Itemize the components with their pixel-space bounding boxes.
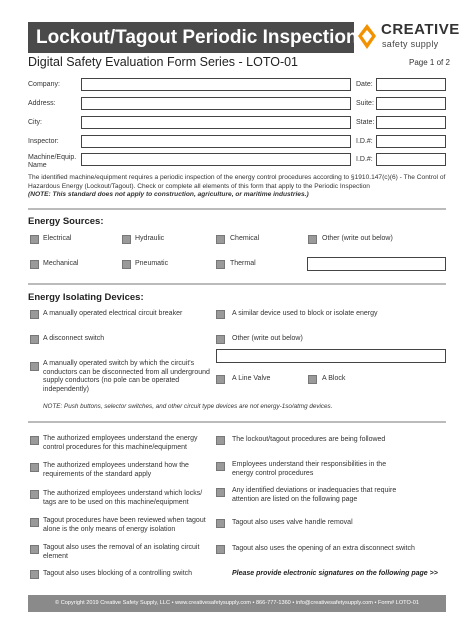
- checkbox-chemical[interactable]: [216, 235, 225, 244]
- address-label: Address:: [28, 100, 56, 107]
- checkbox-mechanical[interactable]: [30, 260, 39, 269]
- checklist-item: Tagout also uses the opening of an extra disconnect switch: [232, 545, 415, 552]
- address-field[interactable]: [81, 97, 351, 110]
- id-field[interactable]: [376, 135, 446, 148]
- checklist-item: Tagout also uses the removal of an isolating circuit element: [43, 544, 200, 560]
- option-label: Electrical: [43, 235, 72, 242]
- checkbox-similar-device[interactable]: [216, 310, 225, 319]
- checkbox-understand-requirements[interactable]: [30, 463, 39, 472]
- intro-body: The identified machine/equipment requires a periodic inspection of the energy control procedures according to §1910.147(c)(6) - The Control of Hazardous Energy (Lockout/Tagout). Check or complete all elements of this form that apply to the Periodic Inspection: [28, 174, 446, 190]
- suite-field[interactable]: [376, 97, 446, 110]
- option-label: Mechanical: [43, 260, 79, 267]
- intro-note: (NOTE: This standard does not apply to construction, agriculture, or maritime industries.): [28, 191, 309, 199]
- option-label: Other (write out below): [232, 335, 303, 342]
- checkbox-tagout-reviewed[interactable]: [30, 518, 39, 527]
- checklist-item: Tagout also uses blocking of a controlling switch: [43, 570, 193, 577]
- machine-id-field[interactable]: [376, 153, 446, 166]
- checkbox-line-valve[interactable]: [216, 375, 225, 384]
- checklist-item: The authorized employees understand the energy control procedures for this machine/equipment: [43, 435, 198, 451]
- option-label: A Line Valve: [232, 375, 271, 382]
- option-label: Other (write out below): [322, 235, 393, 242]
- checklist-item: Tagout procedures have been reviewed when tagout alone is the only means of energy isolation: [43, 517, 206, 533]
- city-field[interactable]: [81, 116, 351, 129]
- checkbox-manual-switch[interactable]: [30, 362, 39, 371]
- signature-note: Please provide electronic signatures on the following page >>: [232, 570, 438, 577]
- page-number: Page 1 of 2: [409, 58, 450, 67]
- other-source-field[interactable]: [307, 257, 446, 271]
- state-field[interactable]: [376, 116, 446, 129]
- machine-label: Machine/Equip. Name: [28, 154, 77, 169]
- state-label: State:: [356, 119, 375, 126]
- machine-name-field[interactable]: [81, 153, 351, 166]
- checkbox-thermal[interactable]: [216, 260, 225, 269]
- energy-sources-heading: Energy Sources:: [28, 216, 104, 227]
- other-device-field[interactable]: [216, 349, 446, 363]
- isolating-devices-heading: Energy Isolating Devices:: [28, 292, 144, 303]
- option-label: A disconnect switch: [43, 335, 105, 342]
- option-label: A manually operated electrical circuit breaker: [43, 310, 183, 317]
- id-label: I.D.#:: [356, 138, 373, 145]
- logo-icon: [357, 22, 377, 51]
- checkbox-pneumatic[interactable]: [122, 260, 131, 269]
- checkbox-procedures-followed[interactable]: [216, 436, 225, 445]
- intro-text: [28, 174, 446, 200]
- checkbox-other-source[interactable]: [308, 235, 317, 244]
- inspector-label: Inspector:: [28, 138, 59, 145]
- checkbox-tagout-blocking[interactable]: [30, 570, 39, 579]
- form-subtitle: Digital Safety Evaluation Form Series - LOTO-01: [28, 55, 299, 69]
- machine-id-label: I.D.#:: [356, 156, 373, 163]
- checklist-item: The authorized employees understand how the requirements of the standard apply: [43, 462, 189, 478]
- checkbox-disconnect-switch[interactable]: [30, 335, 39, 344]
- option-label: Hydraulic: [135, 235, 165, 242]
- checkbox-tagout-removal[interactable]: [30, 545, 39, 554]
- checkbox-circuit-breaker[interactable]: [30, 310, 39, 319]
- checkbox-responsibilities[interactable]: [216, 462, 225, 471]
- checkbox-electrical[interactable]: [30, 235, 39, 244]
- divider: [28, 421, 446, 423]
- checkbox-valve-handle[interactable]: [216, 519, 225, 528]
- checkbox-extra-disconnect[interactable]: [216, 545, 225, 554]
- option-label: Thermal: [230, 260, 256, 267]
- logo-wordmark: CREATIVE: [381, 21, 460, 38]
- checklist-item: The authorized employees understand which locks/ tags are to be used on this machine/equipment: [43, 490, 203, 506]
- checklist-item: Tagout also uses valve handle removal: [232, 519, 353, 526]
- option-label: A manually operated switch by which the circuit's conductors can be disconnected from all underground supply conductors (no pole can be operated independently): [43, 360, 210, 393]
- inspector-field[interactable]: [81, 135, 351, 148]
- logo-tagline: safety supply: [382, 39, 439, 49]
- checkbox-deviations[interactable]: [216, 488, 225, 497]
- footer-text: © Copyright 2019 Creative Safety Supply, LLC • www.creativesafetysupply.com • 866-777-1360 • info@creativesafetysupply.com • Form# LOTO-01: [55, 600, 419, 606]
- option-label: Pneumatic: [135, 260, 169, 267]
- divider: [28, 283, 446, 285]
- checkbox-hydraulic[interactable]: [122, 235, 131, 244]
- date-label: Date:: [356, 81, 373, 88]
- isolating-note: NOTE: Push buttons, selector switches, and other circuit type devices are not energy-1so/atmg devices.: [43, 403, 333, 410]
- date-field[interactable]: [376, 78, 446, 91]
- divider: [28, 208, 446, 210]
- company-label: Company:: [28, 81, 60, 88]
- company-field[interactable]: [81, 78, 351, 91]
- option-label: Chemical: [230, 235, 260, 242]
- checklist-item: Employees understand their responsibilities in the energy control procedures: [232, 461, 387, 477]
- checklist-item: Any identified deviations or inadequacies that require attention are listed on the following page: [232, 487, 397, 503]
- checkbox-block[interactable]: [308, 375, 317, 384]
- option-label: A similar device used to block or isolate energy: [232, 310, 378, 317]
- checkbox-other-device[interactable]: [216, 335, 225, 344]
- checklist-item: The lockout/tagout procedures are being followed: [232, 436, 386, 443]
- checkbox-understand-locks[interactable]: [30, 490, 39, 499]
- option-label: A Block: [322, 375, 346, 382]
- city-label: City:: [28, 119, 42, 126]
- checkbox-understand-procedures[interactable]: [30, 436, 39, 445]
- page-title: Lockout/Tagout Periodic Inspection: [36, 27, 358, 48]
- suite-label: Suite:: [356, 100, 374, 107]
